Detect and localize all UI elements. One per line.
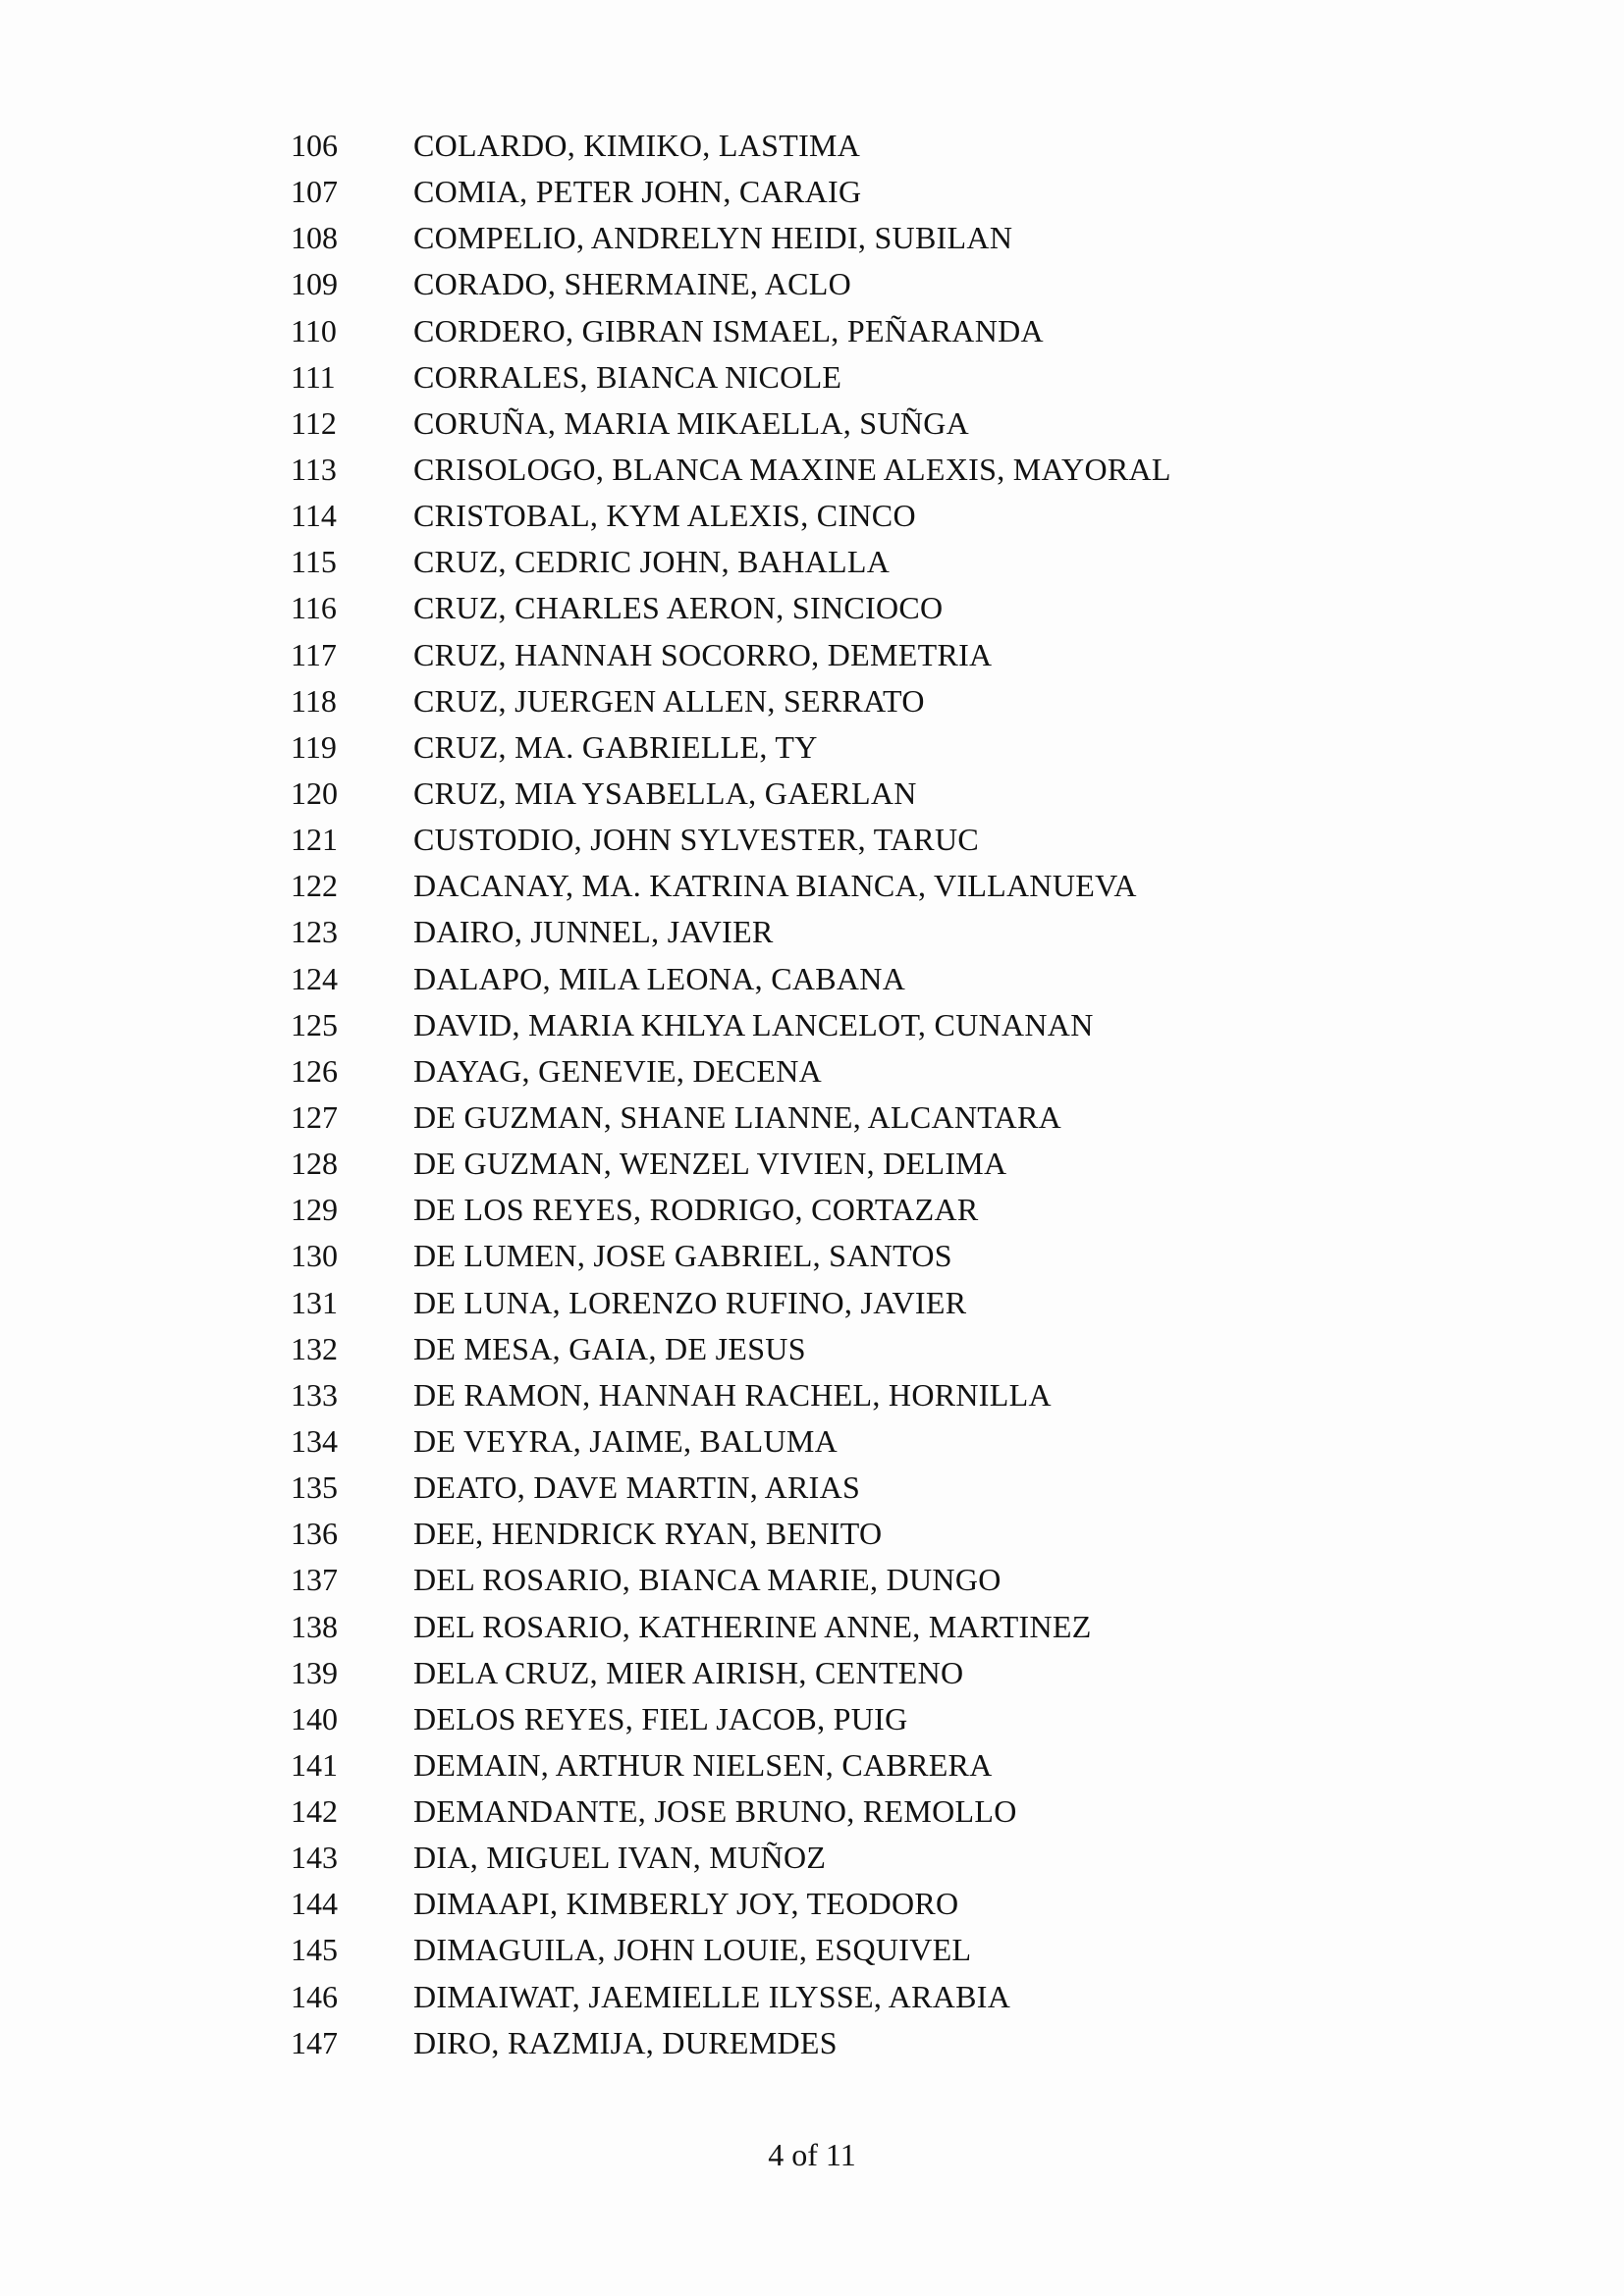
row-name: DALAPO, MILA LEONA, CABANA: [413, 960, 906, 996]
row-name: CORADO, SHERMAINE, ACLO: [413, 266, 852, 302]
page-number-label: 4 of 11: [768, 2137, 856, 2172]
row-name: DEL ROSARIO, KATHERINE ANNE, MARTINEZ: [413, 1608, 1092, 1644]
row-number: 129: [291, 1192, 338, 1228]
row-name: DIRO, RAZMIJA, DUREMDES: [413, 2024, 838, 2060]
row-number: 112: [291, 404, 337, 441]
row-number: 131: [291, 1284, 338, 1320]
list-item: [0, 1557, 1624, 1603]
row-name: COLARDO, KIMIKO, LASTIMA: [413, 128, 861, 163]
list-item: [0, 1002, 1624, 1048]
list-item: [0, 724, 1624, 771]
row-number: 133: [291, 1376, 338, 1413]
row-number: 145: [291, 1932, 338, 1968]
list-item: [0, 909, 1624, 955]
row-number: 126: [291, 1052, 338, 1089]
row-number: 123: [291, 914, 338, 950]
row-name: DE VEYRA, JAIME, BALUMA: [413, 1422, 839, 1459]
row-number: 141: [291, 1746, 338, 1783]
list-item: [0, 1372, 1624, 1418]
row-number: 143: [291, 1840, 338, 1876]
row-name: CRUZ, JUERGEN ALLEN, SERRATO: [413, 682, 925, 719]
row-name: DE RAMON, HANNAH RACHEL, HORNILLA: [413, 1376, 1052, 1413]
list-item: [0, 1095, 1624, 1141]
row-name: DE GUZMAN, SHANE LIANNE, ALCANTARA: [413, 1098, 1062, 1135]
row-number: 136: [291, 1516, 338, 1552]
row-number: 128: [291, 1146, 338, 1182]
row-name: DAIRO, JUNNEL, JAVIER: [413, 914, 774, 950]
row-number: 125: [291, 1006, 338, 1042]
row-number: 127: [291, 1098, 338, 1135]
list-item: [0, 169, 1624, 215]
row-number: 117: [291, 636, 337, 672]
list-item: [0, 956, 1624, 1002]
list-item: [0, 678, 1624, 724]
row-number: 139: [291, 1654, 338, 1690]
row-number: 108: [291, 220, 338, 256]
list-item: [0, 2020, 1624, 2066]
row-name: CORRALES, BIANCA NICOLE: [413, 358, 842, 395]
list-item: [0, 1465, 1624, 1511]
list-item: [0, 1280, 1624, 1326]
row-name: DEMANDANTE, JOSE BRUNO, REMOLLO: [413, 1793, 1017, 1830]
list-item: [0, 585, 1624, 631]
list-item: [0, 632, 1624, 678]
row-name: DE LUMEN, JOSE GABRIEL, SANTOS: [413, 1238, 952, 1274]
list-item: [0, 123, 1624, 169]
row-name: DE GUZMAN, WENZEL VIVIEN, DELIMA: [413, 1146, 1007, 1182]
row-number: 111: [291, 358, 336, 395]
row-name: DIMAIWAT, JAEMIELLE ILYSSE, ARABIA: [413, 1978, 1011, 2014]
row-name: CRUZ, MA. GABRIELLE, TY: [413, 728, 818, 765]
row-name: DEL ROSARIO, BIANCA MARIE, DUNGO: [413, 1562, 1001, 1598]
list-item: [0, 493, 1624, 539]
row-name: DELA CRUZ, MIER AIRISH, CENTENO: [413, 1654, 964, 1690]
list-item: [0, 308, 1624, 354]
row-number: 138: [291, 1608, 338, 1644]
list-item: [0, 1604, 1624, 1650]
row-name: CRISOLOGO, BLANCA MAXINE ALEXIS, MAYORAL: [413, 451, 1171, 487]
row-number: 137: [291, 1562, 338, 1598]
list-item: [0, 1326, 1624, 1372]
row-number: 132: [291, 1330, 338, 1366]
list-item: [0, 1418, 1624, 1465]
row-name: CORUÑA, MARIA MIKAELLA, SUÑGA: [413, 404, 970, 441]
row-number: 115: [291, 544, 337, 580]
row-name: DIMAGUILA, JOHN LOUIE, ESQUIVEL: [413, 1932, 972, 1968]
row-name: DEATO, DAVE MARTIN, ARIAS: [413, 1469, 861, 1506]
list-item: [0, 1789, 1624, 1835]
row-name: DE LOS REYES, RODRIGO, CORTAZAR: [413, 1192, 979, 1228]
row-name: DIA, MIGUEL IVAN, MUÑOZ: [413, 1840, 827, 1876]
row-name: DIMAAPI, KIMBERLY JOY, TEODORO: [413, 1886, 959, 1922]
row-name: DAVID, MARIA KHLYA LANCELOT, CUNANAN: [413, 1006, 1094, 1042]
row-number: 122: [291, 868, 338, 904]
row-name: DACANAY, MA. KATRINA BIANCA, VILLANUEVA: [413, 868, 1137, 904]
list-item: [0, 354, 1624, 400]
list-item: [0, 1835, 1624, 1881]
list-item: [0, 1187, 1624, 1233]
row-number: 110: [291, 312, 337, 348]
list-item: [0, 1974, 1624, 2020]
row-number: 147: [291, 2024, 338, 2060]
list-item: [0, 1048, 1624, 1095]
row-number: 134: [291, 1422, 338, 1459]
row-number: 106: [291, 128, 338, 163]
row-name: DEE, HENDRICK RYAN, BENITO: [413, 1516, 883, 1552]
row-number: 119: [291, 728, 337, 765]
list-item: [0, 1696, 1624, 1742]
list-item: [0, 447, 1624, 493]
row-number: 113: [291, 451, 337, 487]
list-item: [0, 1233, 1624, 1279]
list-item: [0, 539, 1624, 585]
list-item: [0, 215, 1624, 261]
list-item: [0, 863, 1624, 909]
row-number: 120: [291, 774, 338, 811]
list-item: [0, 1742, 1624, 1789]
list-item: [0, 1511, 1624, 1557]
row-number: 114: [291, 498, 337, 534]
row-name: DEMAIN, ARTHUR NIELSEN, CABRERA: [413, 1746, 993, 1783]
row-number: 124: [291, 960, 338, 996]
row-name: CUSTODIO, JOHN SYLVESTER, TARUC: [413, 822, 980, 858]
row-name: CRISTOBAL, KYM ALEXIS, CINCO: [413, 498, 916, 534]
row-number: 118: [291, 682, 337, 719]
list-item: [0, 771, 1624, 817]
list-item: [0, 1881, 1624, 1927]
row-name: COMPELIO, ANDRELYN HEIDI, SUBILAN: [413, 220, 1013, 256]
row-name: DAYAG, GENEVIE, DECENA: [413, 1052, 823, 1089]
row-number: 130: [291, 1238, 338, 1274]
row-number: 121: [291, 822, 338, 858]
row-name: COMIA, PETER JOHN, CARAIG: [413, 174, 862, 210]
row-name: CRUZ, CHARLES AERON, SINCIOCO: [413, 590, 944, 626]
row-name: CORDERO, GIBRAN ISMAEL, PEÑARANDA: [413, 312, 1044, 348]
page-footer: [0, 2132, 1624, 2178]
row-name: DE LUNA, LORENZO RUFINO, JAVIER: [413, 1284, 967, 1320]
name-list: [0, 123, 1624, 2066]
row-name: DE MESA, GAIA, DE JESUS: [413, 1330, 806, 1366]
list-item: [0, 261, 1624, 307]
row-name: CRUZ, CEDRIC JOHN, BAHALLA: [413, 544, 891, 580]
row-number: 140: [291, 1700, 338, 1736]
list-item: [0, 1927, 1624, 1973]
row-number: 116: [291, 590, 337, 626]
list-item: [0, 817, 1624, 863]
row-name: CRUZ, MIA YSABELLA, GAERLAN: [413, 774, 917, 811]
row-number: 142: [291, 1793, 338, 1830]
row-number: 146: [291, 1978, 338, 2014]
row-number: 107: [291, 174, 338, 210]
row-number: 109: [291, 266, 338, 302]
row-number: 135: [291, 1469, 338, 1506]
list-item: [0, 400, 1624, 447]
row-name: CRUZ, HANNAH SOCORRO, DEMETRIA: [413, 636, 993, 672]
row-name: DELOS REYES, FIEL JACOB, PUIG: [413, 1700, 908, 1736]
list-item: [0, 1650, 1624, 1696]
list-item: [0, 1141, 1624, 1187]
row-number: 144: [291, 1886, 338, 1922]
